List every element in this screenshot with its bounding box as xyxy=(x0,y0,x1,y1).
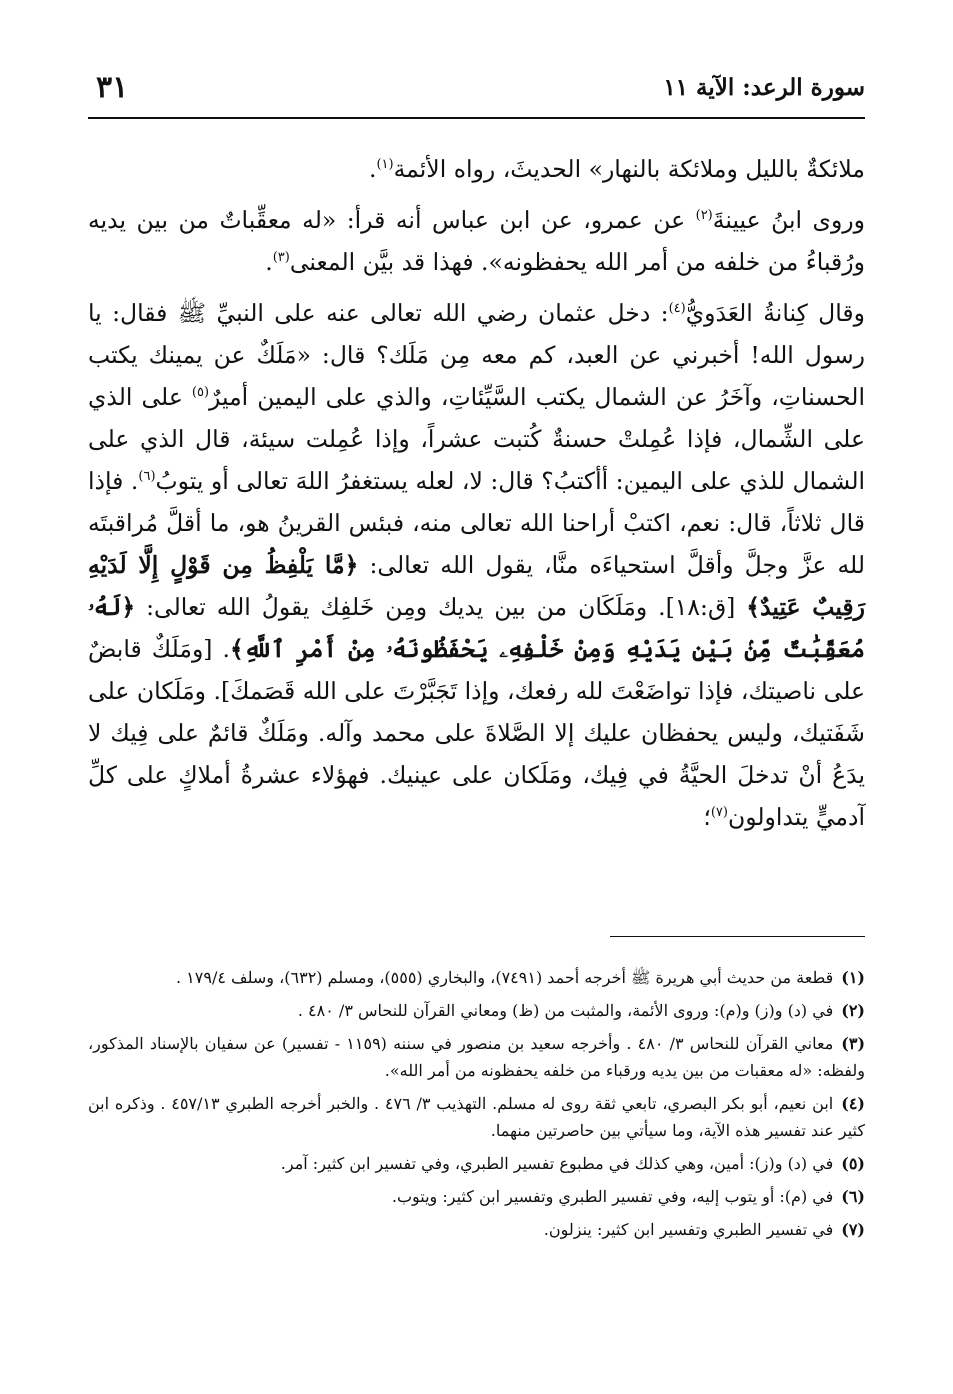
quran-verse-2: ﴿لَهُۥ مُعَقِّبَٰتٌ مِّنۢ بَيْنِ يَدَيْهِ وَمِنْ خَلْفِهِۦ يَحْفَظُونَهُۥ مِنْ أَمْرِ ٱللَّهِ﴾ xyxy=(88,593,866,663)
header-rule xyxy=(88,117,865,119)
paragraph-3: وقال كِنانةُ العَدَويُّ$^{(٤)}$: دخل عثمان رضي الله تعالى عنه على النبيِّ ﷺ فقال: يا رسول الله! أخبرني عن العبد، كم معه مِن مَلَك؟ قال: «مَلَكٌ عن يمينك يكتب الحسناتِ، وآخَرُ عن الشمال يكتب السَّيِّئاتِ، والذي على اليمين أميرٌ$^{(٥)}$ على الذي على الشِّمال، فإذا عُمِلتْ حسنةٌ كُتبت عشراً، وإذا عُمِلت سيئة، قال الذي على الشمال للذي على اليمين: أأكتبُ؟ قال: لا، لعله يستغفرُ اللهَ تعالى أو يتوبُ$^{(٦)}$. فإذا قال ثلاثاً، قال: نعم، اكتبْ أراحنا الله تعالى منه، فبئس القرينُ هو، ما أقلَّ مُراقبتَه لله عزَّ وجلَّ وأقلَّ استحياءَه منَّا، يقول الله تعالى: ﴿مَّا يَلْفِظُ مِن قَوْلٍ إِلَّا لَدَيْهِ رَقِيبٌ عَتِيدٌ﴾ [ق:١٨]. ومَلَكَان من بين يديك ومِن خَلفِك يقولُ الله تعالى: ﴿لَهُۥ مُعَقِّبَٰتٌ مِّنۢ بَيْنِ يَدَيْهِ وَمِنْ خَلْفِهِۦ يَحْفَظُونَهُۥ مِنْ أَمْرِ ٱللَّهِ﴾. [ومَلَكٌ قابضٌ على ناصيتك، فإذا تواضَعْتَ لله رفعك، وإذا تَجَبَّرْتَ على الله قَصَمكَ]. ومَلَكان على شَفَتيك، وليس يحفظان عليك إلا الصَّلاةَ على محمد وآله. ومَلَكٌ قائمٌ على فِيك لا يدَعُ أنْ تدخلَ الحيَّةُ في فِيك، ومَلَكان على عينيك. فهؤلاء عشرةُ أملاكٍ على كلِّ آدميٍّ يتداولون$^{(٧)}$؛ xyxy=(88,299,866,831)
paragraph-1: ملائكةٌ بالليل وملائكة بالنهار» الحديثَ، رواه الأئمة$^{(١)}$. xyxy=(368,155,865,183)
footnote-ref-6: (٦) xyxy=(138,469,156,484)
running-title: سورة الرعد: الآية ١١ xyxy=(663,74,865,101)
footnote-5: (٥)في (د) و(ز): أمين، وهي كذلك في مطبوع تفسير الطبري، وفي تفسير ابن كثير: آمر. xyxy=(280,1154,865,1173)
paragraph-2: وروى ابنُ عيينةَ$^{(٢)}$ عن عمرو، عن ابن عباس أنه قرأ: «له معقِّباتٌ من بين يديه ورُقباءُ من خلفه من أمر الله يحفظونه». فهذا قد بيَّن المعنى$^{(٣)}$. xyxy=(88,206,865,276)
footnote-separator xyxy=(610,936,865,937)
footnote-ref-2: (٢) xyxy=(695,208,713,223)
page-number: ٣١ xyxy=(96,70,129,105)
footnotes xyxy=(88,964,865,1249)
page-header xyxy=(88,70,865,114)
footnote-ref-5: (٥) xyxy=(191,385,210,400)
footnote-3: (٣)معاني القرآن للنحاس ٣/ ٤٨٠ . وأخرجه سعيد بن منصور في سننه (١١٥٩ - تفسير) عن سفيان بالإسناد المذكور، ولفظه: «له معقبات من بين يديه ورقباء من خلفه يحفظونه من أمر الله». xyxy=(88,1034,866,1080)
footnote-1: (١)قطعة من حديث أبي هريرة ﷺ أخرجه أحمد (٧٤٩١)، والبخاري (٥٥٥)، ومسلم (٦٣٢)، وسلف ١٧٩/٤ . xyxy=(175,968,865,987)
footnote-ref-1: (١) xyxy=(376,157,394,172)
footnote-2: (٢)في (د) و(ز) و(م): وروى الأئمة، والمثبت من (ظ) ومعاني القرآن للنحاس ٣/ ٤٨٠ . xyxy=(297,1001,865,1020)
quran-verse-1: ﴿مَّا يَلْفِظُ مِن قَوْلٍ إِلَّا لَدَيْهِ رَقِيبٌ عَتِيدٌ﴾ xyxy=(88,551,866,621)
footnote-6: (٦)في (م): أو يتوب إليه، وفي تفسير الطبري وتفسير ابن كثير: ويتوب. xyxy=(391,1187,865,1206)
footnote-ref-7: (٧) xyxy=(710,805,728,820)
footnote-7: (٧)في تفسير الطبري وتفسير ابن كثير: ينزلون. xyxy=(543,1220,865,1239)
footnote-4: (٤)ابن نعيم، أبو بكر البصري، تابعي ثقة روى له مسلم. التهذيب ٣/ ٤٧٦ . والخبر أخرجه الطبري ٤٥٧/١٣ . وذكره ابن كثير عند تفسير هذه الآية، وما سيأتي بين حاصرتين منهما. xyxy=(88,1094,865,1140)
footnote-ref-4: (٤) xyxy=(668,301,686,316)
main-text xyxy=(88,148,865,838)
footnote-ref-3: (٣) xyxy=(272,250,290,265)
